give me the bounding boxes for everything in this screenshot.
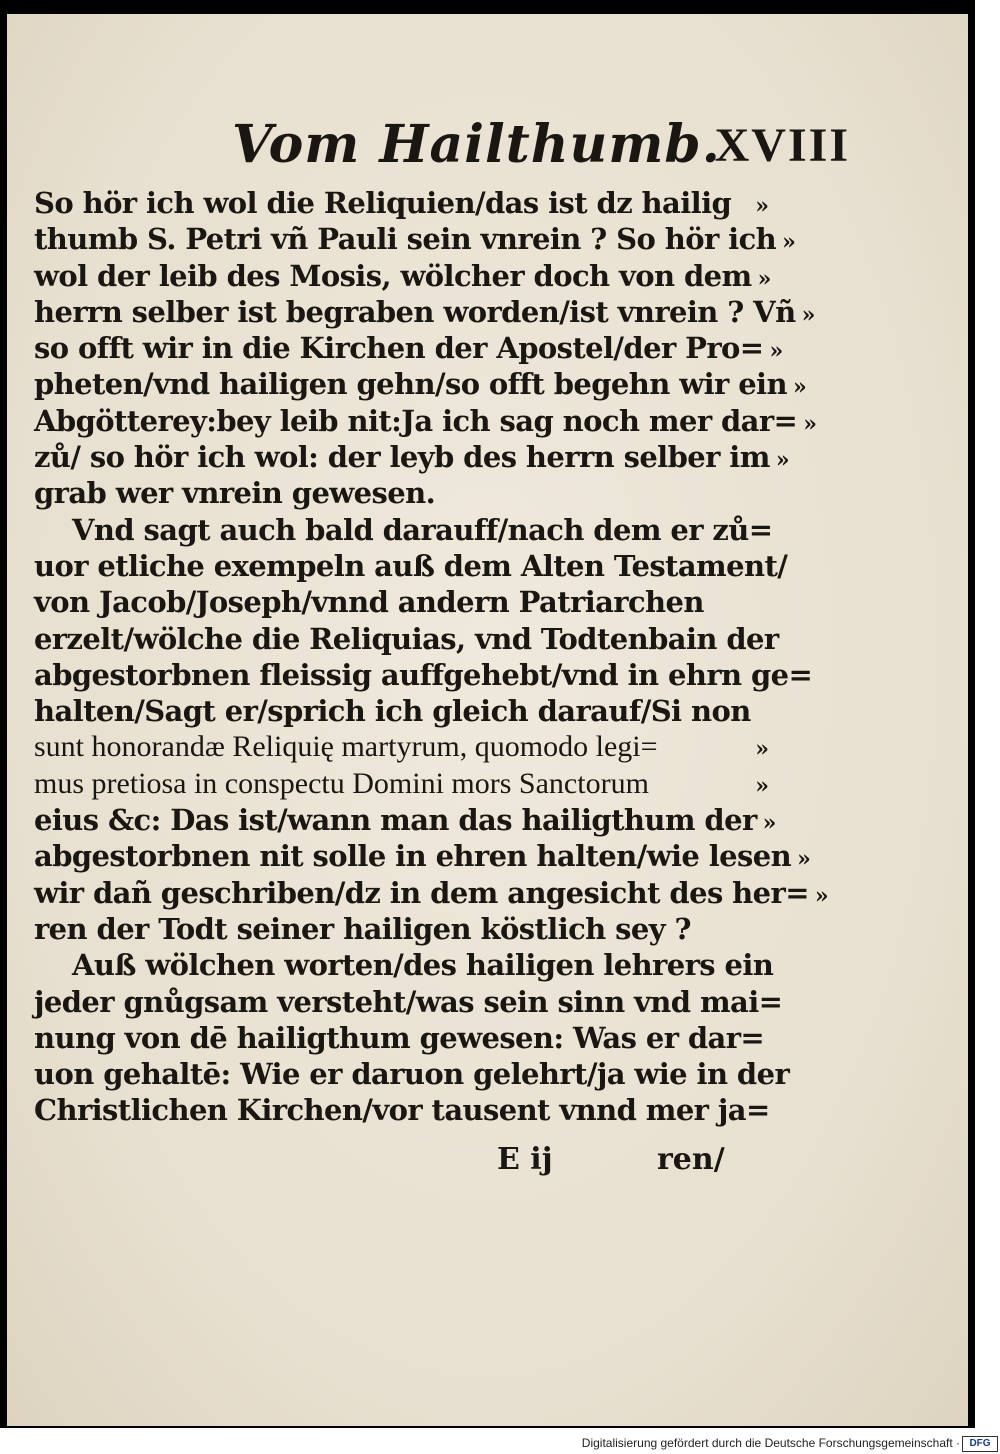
text-line: mus pretiosa in conspectu Domini mors Sanctorum » [34, 766, 769, 800]
text-line: herrn selber ist begraben worden/ist vnrein ? Vñ » [34, 294, 816, 329]
text-line: abgestorbnen fleissig auffgehebt/vnd in ehrn ge= [34, 657, 813, 692]
signature-mark: E ij [497, 1142, 553, 1177]
text-line: uor etliche exempeln auß dem Alten Testament/ [34, 548, 788, 583]
folio-number: XVIII [714, 119, 850, 172]
text-line: so offt wir in die Kirchen der Apostel/der Pro= » [34, 331, 784, 366]
quote-mark: » [775, 447, 790, 474]
running-title: Vom Hailthumb. [232, 114, 721, 175]
text-block [34, 186, 829, 1130]
page-header [7, 114, 968, 184]
quote-mark: » [814, 882, 829, 909]
text-line: jeder gnůgsam versteht/was sein sinn vnd mai= [34, 984, 783, 1019]
text-line: Auß wölchen worten/des hailigen lehrers ein [72, 948, 774, 983]
quote-mark: » [801, 301, 816, 328]
text-line: halten/Sagt er/sprich ich gleich darauf/Si non [34, 694, 751, 729]
funding-credit: Digitalisierung gefördert durch die Deutsche Forschungsgemeinschaft · [581, 1436, 960, 1450]
text-line: abgestorbnen nit solle in ehren halten/wie lesen » [34, 839, 811, 874]
text-line: wol der leib des Mosis, wölcher doch von dem » [34, 258, 772, 293]
quote-mark: » [792, 374, 807, 401]
quote-mark: » [757, 265, 772, 292]
catchword: ren/ [657, 1142, 725, 1177]
quote-mark: » [762, 810, 777, 837]
text-line: thumb S. Petri vñ Pauli sein vnrein ? So hör ich » [34, 222, 796, 257]
text-line: pheten/vnd hailigen gehn/so offt begehn wir ein » [34, 367, 807, 402]
quote-mark: » [797, 846, 811, 873]
paper-sheet [7, 14, 968, 1426]
text-line: ren der Todt seiner hailigen köstlich sey ? [34, 911, 691, 946]
quote-mark: » [755, 736, 769, 763]
text-line: Abgötterey:bey leib nit:Ja ich sag noch mer dar= » [34, 403, 817, 438]
quote-mark: » [803, 410, 817, 437]
text-line: eius &c: Das ist/wann man das hailigthum der » [34, 803, 777, 838]
text-line: Christlichen Kirchen/vor tausent vnnd mer ja= [34, 1093, 770, 1128]
digitization-footer [0, 1436, 1000, 1454]
catchline [7, 1142, 747, 1182]
quote-mark: » [782, 229, 796, 256]
text-line: sunt honorandæ Reliquię martyrum, quomodo legi= » [34, 730, 769, 764]
text-line: grab wer vnrein gewesen. [34, 476, 436, 511]
text-line: von Jacob/Joseph/vnnd andern Patriarchen [34, 585, 704, 620]
text-line: erzelt/wölche die Reliquias, vnd Todtenbain der [34, 621, 779, 656]
text-line: nung von dē hailigthum gewesen: Was er dar= [34, 1020, 765, 1055]
quote-mark: » [755, 193, 769, 219]
text-line: Vnd sagt auch bald darauff/nach dem er zů= [72, 512, 773, 547]
text-line: wir dañ geschriben/dz in dem angesicht des her= » [34, 875, 829, 910]
dfg-logo: DFG [962, 1436, 998, 1452]
text-line: So hör ich wol die Reliquien/das ist dz hailig » [34, 186, 769, 220]
text-line: zů/ so hör ich wol: der leyb des herrn selber im » [34, 440, 790, 475]
quote-mark: » [755, 772, 769, 799]
quote-mark: » [769, 338, 784, 365]
text-line: uon gehaltē: Wie er daruon gelehrt/ja wie in der [34, 1057, 790, 1092]
